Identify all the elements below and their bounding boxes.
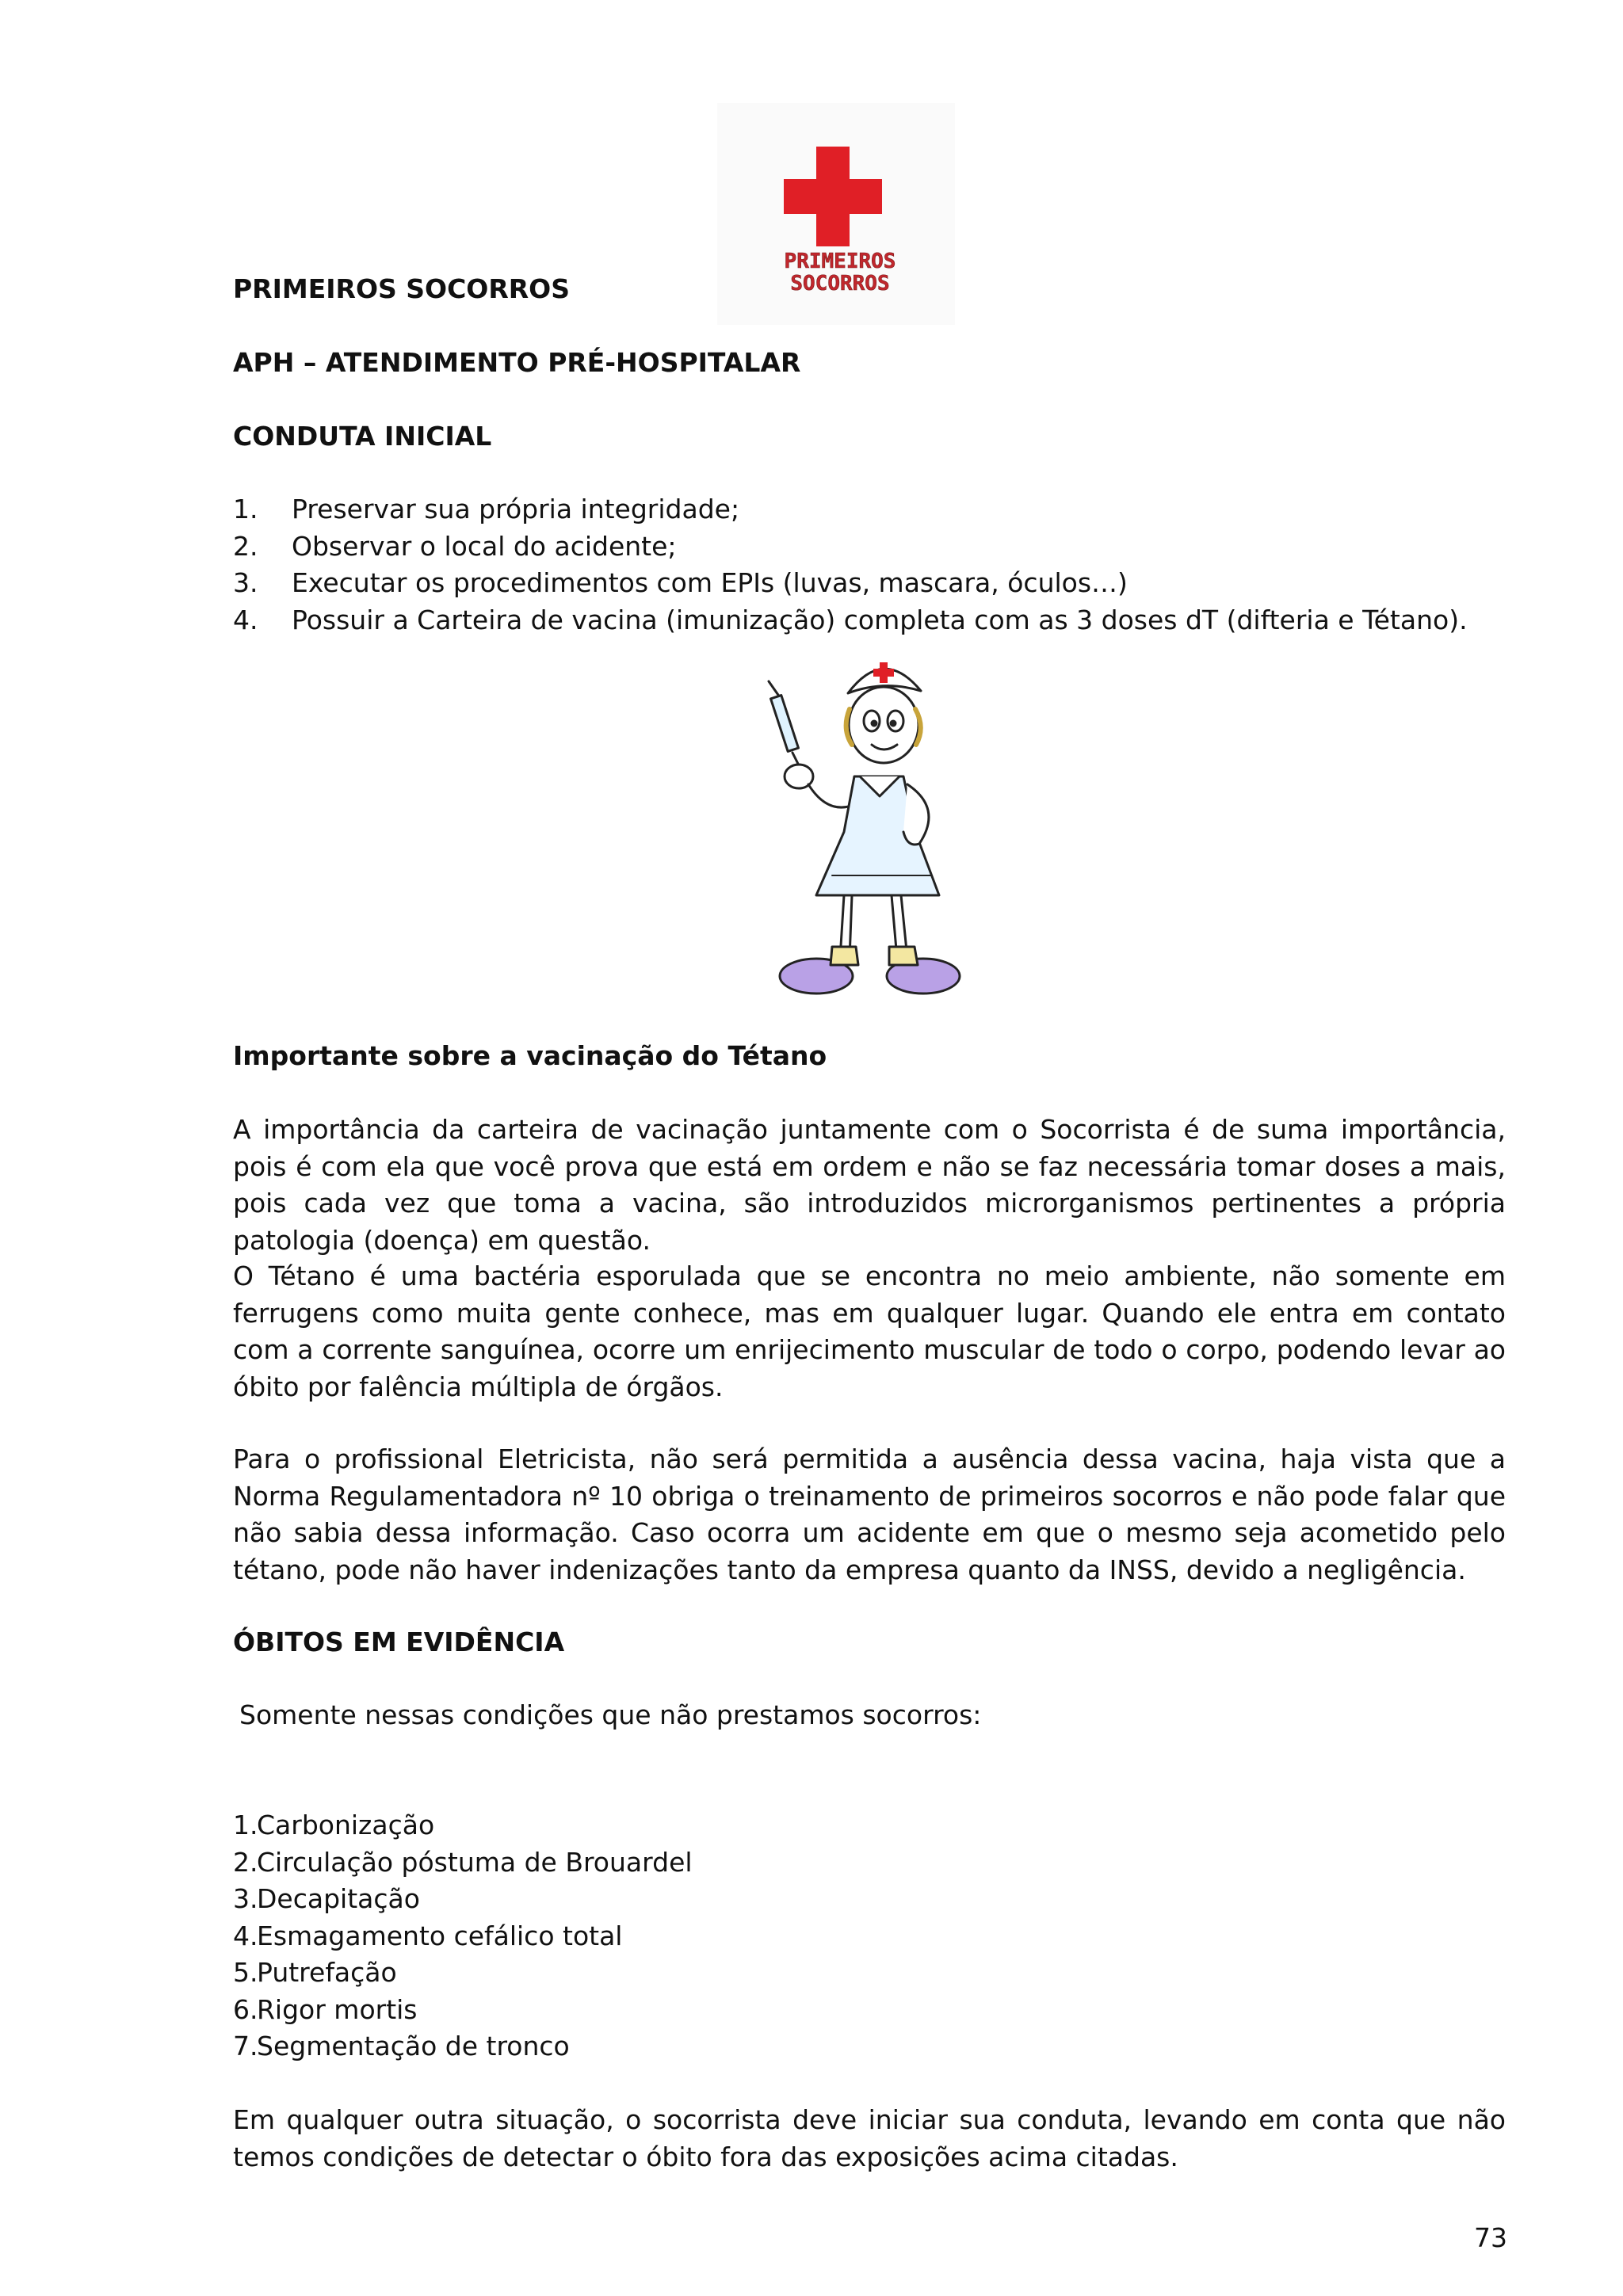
list-item: 7. Segmentação de tronco <box>233 2031 570 2061</box>
paragraph-2: O Tétano é uma bactéria esporulada que se encontra no meio ambiente, não somente em ferrugens como muita gente conhece, mas em qualquer lugar. Quando ele entra em contato com a corrente sanguínea, ocorre um enrijecimento muscular de todo o corpo, podendo levar ao óbito por falência múltipla de órgãos. <box>233 1261 1506 1402</box>
list-item: 6. Rigor mortis <box>233 1993 418 2025</box>
paragraph-3: Para o profissional Eletricista, não será permitida a ausência dessa vacina, haja vista que a Norma Regulamentadora nº 10 obriga o treinamento de primeiros socorros e não pode falar que não sabia dessa informação. Caso ocorra um acidente em que o mesmo seja acometido pelo tétano, pode não haver indenizações tanto da empresa quanto da INSS, devido a negligência. <box>233 1444 1506 1585</box>
nurse-illustration <box>753 634 983 1006</box>
conduta-list <box>233 491 1468 639</box>
first-aid-logo <box>717 103 955 325</box>
paragraph-1: A importância da carteira de vacinação juntamente com o Socorrista é de suma importância, pois é com ela que você prova que está em ordem e não se faz necessária tomar doses a mais, pois cada vez que toma a vacina, são introduzidos microrganismos pertinentes a própria patologia (doença) em questão. <box>233 1114 1506 1256</box>
final-paragraph: Em qualquer outra situação, o socorrista deve iniciar sua conduta, levando em conta que não temos condições de detectar o óbito fora das exposições acima citadas. <box>233 2104 1506 2172</box>
page-number: 73 <box>1474 2222 1507 2253</box>
aph-heading: APH – ATENDIMENTO PRÉ-HOSPITALAR <box>233 347 801 378</box>
list-item: 4. Possuir a Carteira de vacina (imunização) completa com as 3 doses dT (difteria e Tétano). <box>233 604 1468 635</box>
page-title: PRIMEIROS SOCORROS <box>233 273 570 304</box>
list-item: 3. Decapitação <box>233 1883 420 1914</box>
red-cross-icon <box>717 103 955 325</box>
list-item: 2. Circulação póstuma de Brouardel <box>233 1846 693 1878</box>
conduta-heading: CONDUTA INICIAL <box>233 421 492 452</box>
list-item: 2. Observar o local do acidente; <box>233 530 677 562</box>
nurse-with-syringe-icon <box>753 634 983 1006</box>
logo-line2: SOCORROS <box>790 272 890 296</box>
logo-line1: PRIMEIROS <box>784 250 896 273</box>
list-item: 1. Carbonização <box>233 1810 435 1840</box>
list-item: 3. Executar os procedimentos com EPIs (luvas, mascara, óculos…) <box>233 567 1128 598</box>
list-item: 4. Esmagamento cefálico total <box>233 1920 623 1951</box>
importante-heading: Importante sobre a vacinação do Tétano <box>233 1040 827 1071</box>
obitos-intro: Somente nessas condições que não prestamos socorros: <box>239 1699 982 1730</box>
list-item: 5. Putrefação <box>233 1957 397 1988</box>
obitos-heading: ÓBITOS EM EVIDÊNCIA <box>233 1627 565 1657</box>
obitos-list <box>233 1807 693 2065</box>
list-item: 1. Preservar sua própria integridade; <box>233 494 740 524</box>
